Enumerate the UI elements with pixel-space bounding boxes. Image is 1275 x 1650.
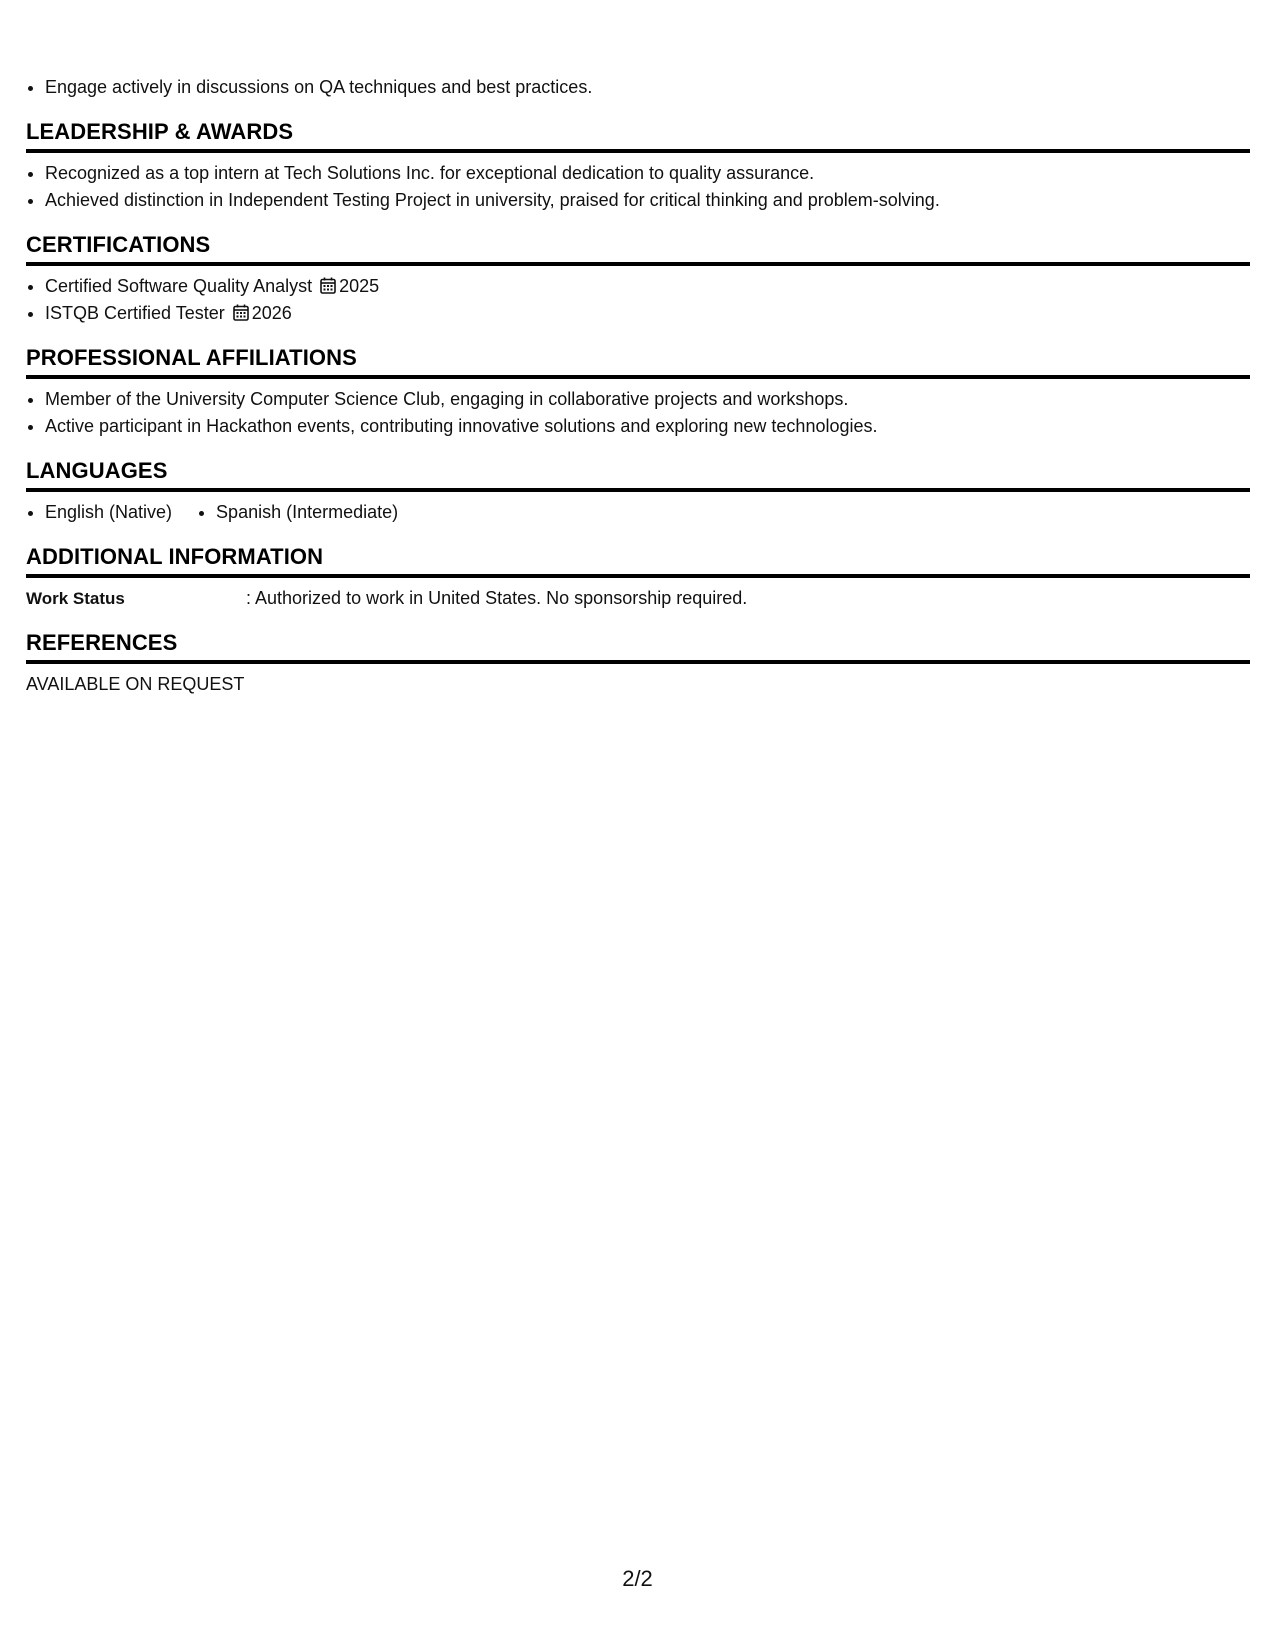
certification-name: ISTQB Certified Tester bbox=[45, 303, 225, 323]
certifications-list bbox=[26, 273, 1250, 327]
section-title: PROFESSIONAL AFFILIATIONS bbox=[26, 345, 1250, 379]
list-item bbox=[45, 300, 1250, 327]
additional-info-section bbox=[26, 544, 1250, 612]
page-number: 2/2 bbox=[622, 1566, 653, 1591]
continued-list bbox=[26, 74, 1250, 101]
section-title: LEADERSHIP & AWARDS bbox=[26, 119, 1250, 153]
list-item: • Achieved distinction in Independent Testing Project in university, praised for critical thinking and problem-solving. bbox=[45, 187, 1250, 214]
certification-year: 2025 bbox=[339, 276, 380, 296]
list-item: • Engage actively in discussions on QA techniques and best practices. bbox=[45, 74, 1250, 101]
resume-page bbox=[26, 74, 1250, 698]
section-title: REFERENCES bbox=[26, 630, 1250, 664]
leadership-section bbox=[26, 119, 1250, 214]
references-section bbox=[26, 630, 1250, 698]
language-item: • Spanish (Intermediate) bbox=[216, 499, 398, 526]
certification-year: 2026 bbox=[251, 303, 292, 323]
affiliations-section bbox=[26, 345, 1250, 440]
section-title: LANGUAGES bbox=[26, 458, 1250, 492]
list-item: • Member of the University Computer Science Club, engaging in collaborative projects and workshops. bbox=[45, 386, 1250, 413]
section-title: CERTIFICATIONS bbox=[26, 232, 1250, 266]
list-item: • Recognized as a top intern at Tech Solutions Inc. for exceptional dedication to quality assurance. bbox=[45, 160, 1250, 187]
work-status-value: : Authorized to work in United States. No sponsorship required. bbox=[246, 588, 748, 608]
languages-list bbox=[26, 499, 1250, 526]
languages-section bbox=[26, 458, 1250, 526]
certifications-section bbox=[26, 232, 1250, 327]
calendar-icon bbox=[320, 275, 336, 292]
leadership-list bbox=[26, 160, 1250, 214]
references-text: AVAILABLE ON REQUEST bbox=[26, 674, 245, 694]
language-item: • English (Native) bbox=[45, 499, 172, 526]
certification-name: Certified Software Quality Analyst bbox=[45, 276, 313, 296]
affiliations-list bbox=[26, 386, 1250, 440]
list-item bbox=[45, 273, 1250, 300]
work-status-label: Work Status bbox=[26, 589, 125, 608]
calendar-icon bbox=[233, 302, 249, 319]
list-item: • Active participant in Hackathon events, contributing innovative solutions and exploring new technologies. bbox=[45, 413, 1250, 440]
work-status-row bbox=[26, 585, 1250, 612]
section-title: ADDITIONAL INFORMATION bbox=[26, 544, 1250, 578]
